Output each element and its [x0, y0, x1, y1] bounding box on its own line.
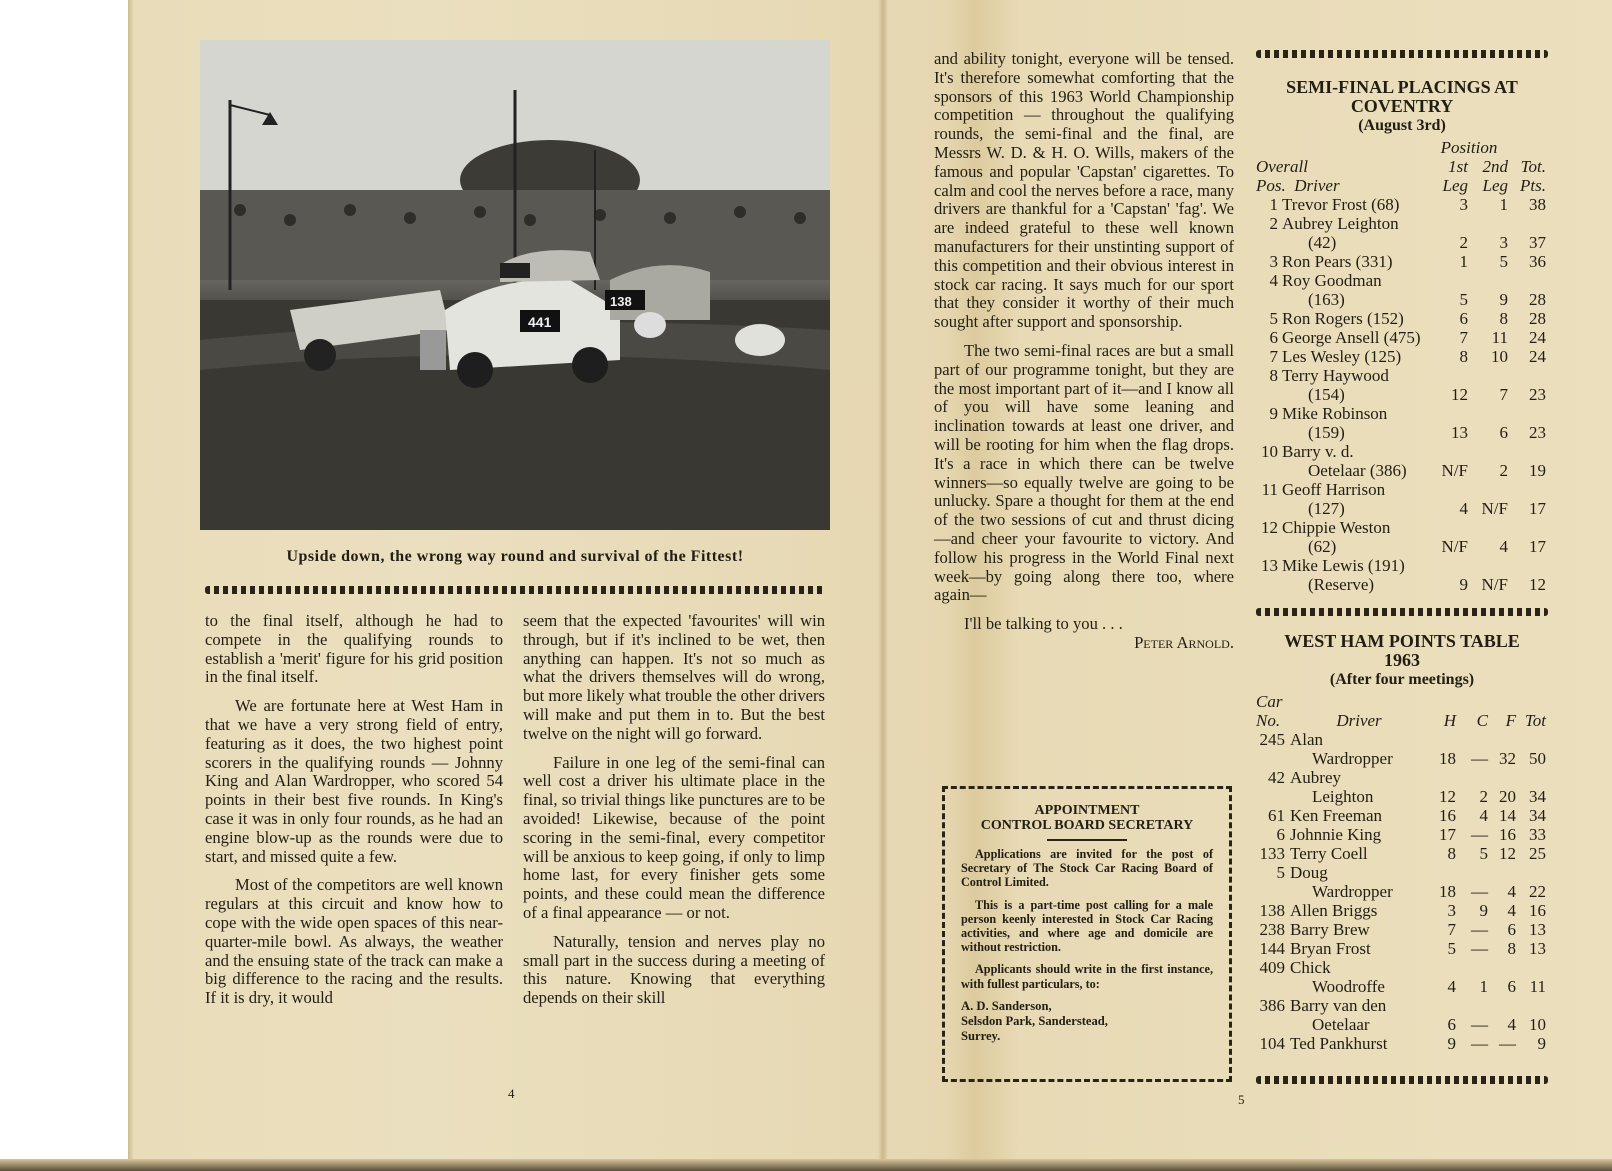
spacer	[1256, 385, 1282, 404]
total-points: 23	[1529, 423, 1546, 442]
leg2-position: 9	[1499, 290, 1508, 309]
overall-position: 12	[1261, 518, 1278, 537]
driver-name: Aubrey Leighton	[1282, 214, 1399, 233]
heat-points: 16	[1439, 806, 1456, 825]
car-number: 133	[1259, 844, 1285, 863]
table-row-continued	[1256, 461, 1546, 480]
driver-name: Ted Pankhurst	[1290, 1034, 1388, 1053]
leg1-position: 1	[1459, 252, 1468, 271]
heat-points: 18	[1439, 749, 1456, 768]
notice-rule	[1047, 839, 1127, 841]
table-row	[1256, 920, 1546, 939]
driver-name: Terry Coell	[1290, 844, 1368, 863]
spacer	[1256, 499, 1282, 518]
driver-name-continued: Oetelaar (386)	[1308, 461, 1407, 480]
west-ham-title-line1: WEST HAM POINTS TABLE	[1284, 631, 1520, 651]
total-points: 50	[1529, 749, 1546, 768]
page-number-right: 5	[1238, 1092, 1245, 1107]
car-number: 138	[1259, 901, 1285, 920]
driver-name: Barry van den	[1290, 996, 1387, 1015]
car-number: 245	[1259, 730, 1285, 749]
paragraph: and ability tonight, everyone will be tensed. It's therefore somewhat comforting that the sponsors of this 1963 World Championship competition — throughout the qualifying rounds, the semi-final and the final, are Messrs W. D. & H. O. Wills, makers of the famous and popular 'Capstan' cigarettes. To calm and cool the nerves before a race, many drivers are thankful for a 'Capstan' 'fag'. We are indeed grateful to these well known manufacturers for their unstinting support of this competition and their obvious interest in stock car racing. It says much for our sport that they consider it worthy of their much sought after support and sponsorship.	[934, 49, 1234, 332]
header-driver: Driver	[1336, 711, 1382, 730]
car-number: 144	[1259, 939, 1285, 958]
paragraph: Naturally, tension and nerves play no small part in the success during a meeting of this nature. Knowing that everything depends on their skill	[523, 931, 825, 1008]
driver-name: Doug	[1290, 863, 1328, 882]
table-row	[1256, 1034, 1546, 1053]
car-number: 6	[1276, 825, 1285, 844]
leg2-position: 4	[1499, 537, 1508, 556]
table-row	[1256, 366, 1546, 385]
table-row	[1256, 996, 1546, 1015]
leg1-position: 2	[1459, 233, 1468, 252]
header-f: F	[1505, 711, 1516, 730]
final-points: 14	[1499, 806, 1516, 825]
driver-name: Chick	[1290, 958, 1331, 977]
spacer	[1256, 233, 1282, 252]
total-points: 24	[1529, 328, 1546, 347]
driver-name: George Ansell (475)	[1282, 328, 1421, 347]
appointment-notice	[942, 786, 1232, 1082]
header-1st: 1st	[1448, 157, 1468, 176]
final-points: 4	[1507, 882, 1516, 901]
final-points: 4	[1507, 901, 1516, 920]
leg2-position: N/F	[1481, 575, 1508, 594]
table-row-continued	[1256, 977, 1546, 996]
total-points: 34	[1529, 806, 1546, 825]
leg2-position: 11	[1491, 328, 1508, 347]
total-points: 24	[1529, 347, 1546, 366]
leg1-position: 4	[1459, 499, 1468, 518]
table-row	[1256, 518, 1546, 537]
center-fold	[878, 0, 888, 1160]
table-row-continued	[1256, 385, 1546, 404]
table-row	[1256, 271, 1546, 290]
driver-name-continued: (163)	[1308, 290, 1345, 309]
driver-name-continued: Oetelaar	[1312, 1015, 1370, 1034]
consolation-points: —	[1471, 939, 1488, 958]
total-points: 9	[1537, 1034, 1546, 1053]
leg1-position: 12	[1451, 385, 1468, 404]
paragraph: Failure in one leg of the semi-final can well cost a driver his ultimate place in the final, so trivial things like punctures are to be avoided! Likewise, because of the point scoring in the semi-final, every competitor will be anxious to keep going, if only to limp home last, for every finisher gets some points, and these could mean the difference of a final appearance — or not.	[523, 752, 825, 922]
driver-name-continued: (154)	[1308, 385, 1345, 404]
table-row	[1256, 214, 1546, 233]
notice-title: APPOINTMENT	[1034, 803, 1140, 818]
table-row	[1256, 825, 1546, 844]
leg1-position: 8	[1459, 347, 1468, 366]
spacer	[1256, 461, 1282, 480]
header-pts: Pts.	[1520, 176, 1546, 195]
paragraph: The two semi-final races are but a small part of our programme tonight, but they are the most important part of it—and I know all of you will have some leaning and inclination towards at least one driver, and will be rooting for him when the flag drops. It's a race in which there can be twelve winners—so equally twelve are going to be unlucky. Spare a thought for them at the end of the two sessions of cut and thrust dicing —and cheer your favourite to victory. And follow his progress in the World Final next week—by going along there too, where again—	[934, 340, 1234, 605]
header-leg1: Leg	[1442, 176, 1468, 195]
car-number: 238	[1259, 920, 1285, 939]
leg1-position: 3	[1459, 195, 1468, 214]
header-leg2: Leg	[1482, 176, 1508, 195]
leg2-position: 8	[1499, 309, 1508, 328]
paragraph: We are fortunate here at West Ham in that we have a very strong field of entry, featuring as it does, the two highest point scorers in the qualifying rounds — Johnny King and Alan Wardropper, who scored 54 points in their best five rounds. In King's case it was in only four rounds, as he had an engine blow-up as the rounds were due to start, and missed quite a few.	[205, 696, 503, 866]
notice-paragraph: This is a part-time post calling for a male person keenly interested in Stock Car Racing activities, and where age and domicile are without restriction.	[961, 897, 1213, 955]
driver-name: Johnnie King	[1290, 825, 1382, 844]
overall-position: 10	[1261, 442, 1278, 461]
table-row	[1256, 480, 1546, 499]
driver-name: Aubrey	[1290, 768, 1341, 787]
total-points: 37	[1529, 233, 1546, 252]
paragraph: to the final itself, although he had to compete in the qualifying rounds to establish a 'merit' figure for his grid position in the final itself.	[205, 611, 503, 687]
car-number: 386	[1259, 996, 1285, 1015]
spacer	[1256, 882, 1290, 901]
final-points: 20	[1499, 787, 1516, 806]
heat-points: 7	[1447, 920, 1456, 939]
overall-position: 1	[1269, 195, 1278, 214]
heat-points: 12	[1439, 787, 1456, 806]
consolation-points: —	[1471, 1034, 1488, 1053]
final-points: —	[1499, 1034, 1516, 1053]
table-row-continued	[1256, 787, 1546, 806]
total-points: 16	[1529, 901, 1546, 920]
divider-wavy	[1256, 608, 1548, 616]
overall-position: 4	[1269, 271, 1278, 290]
table-row	[1256, 863, 1546, 882]
total-points: 22	[1529, 882, 1546, 901]
overall-position: 11	[1261, 480, 1278, 499]
total-points: 12	[1529, 575, 1546, 594]
leg2-position: 6	[1499, 423, 1508, 442]
spacer	[1256, 1015, 1290, 1034]
consolation-points: —	[1471, 882, 1488, 901]
talk-line: I'll be talking to you . . .	[964, 614, 1123, 634]
car-number: 5	[1276, 863, 1285, 882]
consolation-points: 1	[1479, 977, 1488, 996]
divider-wavy	[1256, 1076, 1548, 1084]
page-number-left: 4	[508, 1086, 515, 1101]
table-row	[1256, 958, 1546, 977]
table-row	[1256, 347, 1546, 366]
total-points: 17	[1529, 537, 1546, 556]
divider-wavy	[1256, 50, 1548, 58]
heat-points: 6	[1447, 1015, 1456, 1034]
table-row-continued	[1256, 1015, 1546, 1034]
semi-final-title-line3: (August 3rd)	[1358, 117, 1446, 134]
car-number: 104	[1259, 1034, 1285, 1053]
table-row	[1256, 328, 1546, 347]
driver-name-continued: (127)	[1308, 499, 1345, 518]
address-line: A. D. Sanderson,	[961, 998, 1052, 1013]
spacer	[1256, 749, 1290, 768]
leg1-position: 5	[1459, 290, 1468, 309]
driver-name: Mike Lewis (191)	[1282, 556, 1405, 575]
notice-subtitle: CONTROL BOARD SECRETARY	[980, 818, 1194, 833]
table-row	[1256, 844, 1546, 863]
left-column-2	[523, 612, 825, 1008]
west-ham-title-line3: (After four meetings)	[1329, 671, 1475, 688]
driver-name-continued: Woodroffe	[1312, 977, 1385, 996]
spacer	[1256, 290, 1282, 309]
heat-points: 8	[1447, 844, 1456, 863]
table-row	[1256, 252, 1546, 271]
overall-position: 3	[1269, 252, 1278, 271]
scan-bottom-edge	[0, 1159, 1612, 1171]
notice-paragraph: Applications are invited for the post of Secretary of The Stock Car Racing Board of Control Limited.	[961, 847, 1213, 890]
driver-name: Geoff Harrison	[1282, 480, 1386, 499]
consolation-points: 9	[1479, 901, 1488, 920]
paragraph: Most of the competitors are well known regulars at this circuit and know how to cope with the wide open spaces of this near-quarter-mile bowl. As always, the weather and the ensuing state of the track can make a big difference to the racing and the results. If it is dry, it would	[205, 875, 503, 1008]
total-points: 17	[1529, 499, 1546, 518]
table-row-continued	[1256, 749, 1546, 768]
heat-points: 3	[1447, 901, 1456, 920]
heat-points: 18	[1439, 882, 1456, 901]
driver-name: Les Wesley (125)	[1282, 347, 1402, 366]
race-photo	[200, 40, 830, 530]
driver-name: Bryan Frost	[1290, 939, 1371, 958]
driver-name: Mike Robinson	[1282, 404, 1388, 423]
total-points: 34	[1529, 787, 1546, 806]
overall-position: 6	[1269, 328, 1278, 347]
table-row-continued	[1256, 290, 1546, 309]
table-row	[1256, 901, 1546, 920]
header-2nd: 2nd	[1482, 157, 1508, 176]
page-edge	[128, 0, 134, 1171]
address-line: Surrey.	[961, 1028, 1001, 1043]
header-tot: Tot.	[1520, 157, 1546, 176]
west-ham-table	[1256, 692, 1546, 1053]
leg2-position: 10	[1491, 347, 1508, 366]
driver-name: Barry Brew	[1290, 920, 1370, 939]
consolation-points: 2	[1479, 787, 1488, 806]
driver-name: Chippie Weston	[1282, 518, 1391, 537]
table-row-continued	[1256, 499, 1546, 518]
final-points: 16	[1499, 825, 1516, 844]
semi-final-table	[1256, 138, 1546, 594]
car-number: 61	[1268, 806, 1285, 825]
leg1-position: 13	[1451, 423, 1468, 442]
driver-name-continued: (42)	[1308, 233, 1337, 252]
driver-name: Allen Briggs	[1290, 901, 1378, 920]
west-ham-title	[1256, 632, 1548, 689]
table-row	[1256, 939, 1546, 958]
consolation-points: —	[1471, 825, 1488, 844]
table-row	[1256, 806, 1546, 825]
leg2-position: N/F	[1481, 499, 1508, 518]
overall-position: 2	[1269, 214, 1278, 233]
total-points: 23	[1529, 385, 1546, 404]
address-line: Selsdon Park, Sanderstead,	[961, 1013, 1108, 1028]
total-points: 38	[1529, 195, 1546, 214]
table-row	[1256, 404, 1546, 423]
consolation-points: 5	[1479, 844, 1488, 863]
left-column-1	[205, 612, 503, 1008]
west-ham-title-line2: 1963	[1384, 650, 1420, 670]
semi-final-title-line2: COVENTRY	[1350, 96, 1454, 116]
leg2-position: 1	[1499, 195, 1508, 214]
leg1-position: N/F	[1441, 537, 1468, 556]
table-row	[1256, 195, 1546, 214]
leg2-position: 7	[1499, 385, 1508, 404]
heat-points: 5	[1447, 939, 1456, 958]
table-row-continued	[1256, 575, 1546, 594]
leg1-position: N/F	[1441, 461, 1468, 480]
spacer	[1256, 537, 1282, 556]
final-points: 4	[1507, 1015, 1516, 1034]
total-points: 36	[1529, 252, 1546, 271]
table-row-continued	[1256, 423, 1546, 442]
spacer	[1256, 423, 1282, 442]
driver-name-continued: Leighton	[1312, 787, 1374, 806]
table-row-continued	[1256, 233, 1546, 252]
divider-wavy	[205, 586, 825, 594]
total-points: 13	[1529, 920, 1546, 939]
total-points: 28	[1529, 290, 1546, 309]
total-points: 19	[1529, 461, 1546, 480]
header-pos: Pos.	[1256, 176, 1286, 195]
leg1-position: 7	[1459, 328, 1468, 347]
consolation-points: —	[1471, 749, 1488, 768]
header-driver: Driver	[1294, 176, 1340, 195]
table-row	[1256, 309, 1546, 328]
paragraph: seem that the expected 'favourites' will win through, but if it's inclined to be wet, then anything can happen. It's not so much as what the drivers themselves will do wrong, but more likely what trouble the other drivers will make and put them in to. But the best twelve on the night will go forward.	[523, 611, 825, 743]
table-row-continued	[1256, 537, 1546, 556]
photo-caption: Upside down, the wrong way round and survival of the Fittest!	[286, 548, 744, 565]
final-points: 32	[1499, 749, 1516, 768]
leg2-position: 3	[1499, 233, 1508, 252]
total-points: 10	[1529, 1015, 1546, 1034]
spacer	[1256, 575, 1282, 594]
driver-name-continued: Wardropper	[1312, 749, 1393, 768]
total-points: 28	[1529, 309, 1546, 328]
driver-name: Trevor Frost (68)	[1282, 195, 1400, 214]
total-points: 11	[1529, 977, 1546, 996]
total-points: 33	[1529, 825, 1546, 844]
driver-name: Barry v. d.	[1282, 442, 1354, 461]
driver-name: Ron Rogers (152)	[1282, 309, 1404, 328]
leg2-position: 5	[1499, 252, 1508, 271]
leg2-position: 2	[1499, 461, 1508, 480]
header-no: No.	[1256, 711, 1281, 730]
table-row-continued	[1256, 882, 1546, 901]
header-car: Car	[1256, 692, 1283, 711]
driver-name: Terry Haywood	[1282, 366, 1389, 385]
header-c: C	[1476, 711, 1488, 730]
car-number: 42	[1268, 768, 1285, 787]
driver-name-continued: (Reserve)	[1308, 575, 1375, 594]
header-tot: Tot	[1524, 711, 1546, 730]
semi-final-title-line1: SEMI-FINAL PLACINGS AT	[1286, 77, 1518, 97]
final-points: 8	[1507, 939, 1516, 958]
final-points: 6	[1507, 977, 1516, 996]
driver-name-continued: (159)	[1308, 423, 1345, 442]
driver-name: Ken Freeman	[1290, 806, 1383, 825]
overall-position: 5	[1269, 309, 1278, 328]
table-row	[1256, 442, 1546, 461]
final-points: 12	[1499, 844, 1516, 863]
header-position: Position	[1440, 138, 1498, 157]
table-row	[1256, 556, 1546, 575]
right-column-1	[934, 50, 1234, 653]
overall-position: 8	[1269, 366, 1278, 385]
overall-position: 7	[1269, 347, 1278, 366]
total-points: 25	[1529, 844, 1546, 863]
semi-final-title	[1256, 78, 1548, 135]
consolation-points: 4	[1479, 806, 1488, 825]
driver-name-continued: Wardropper	[1312, 882, 1393, 901]
spacer	[1256, 977, 1290, 996]
heat-points: 4	[1447, 977, 1456, 996]
table-row	[1256, 768, 1546, 787]
driver-name-continued: (62)	[1308, 537, 1337, 556]
overall-position: 9	[1269, 404, 1278, 423]
leg1-position: 9	[1459, 575, 1468, 594]
heat-points: 17	[1439, 825, 1456, 844]
leg1-position: 6	[1459, 309, 1468, 328]
car-number-441a: 441	[528, 314, 552, 330]
overall-position: 13	[1261, 556, 1278, 575]
spacer	[1256, 787, 1290, 806]
total-points: 13	[1529, 939, 1546, 958]
header-h: H	[1443, 711, 1456, 730]
consolation-points: —	[1471, 1015, 1488, 1034]
heat-points: 9	[1447, 1034, 1456, 1053]
final-points: 6	[1507, 920, 1516, 939]
driver-name: Ron Pears (331)	[1282, 252, 1393, 271]
driver-name: Roy Goodman	[1282, 271, 1382, 290]
car-number: 409	[1259, 958, 1285, 977]
header-overall: Overall	[1256, 157, 1308, 176]
table-row	[1256, 730, 1546, 749]
car-number-138: 138	[610, 294, 632, 309]
consolation-points: —	[1471, 920, 1488, 939]
driver-name: Alan	[1290, 730, 1324, 749]
author-signoff: Peter Arnold.	[1134, 632, 1234, 652]
notice-paragraph: Applicants should write in the first instance, with fullest particulars, to:	[961, 962, 1213, 991]
